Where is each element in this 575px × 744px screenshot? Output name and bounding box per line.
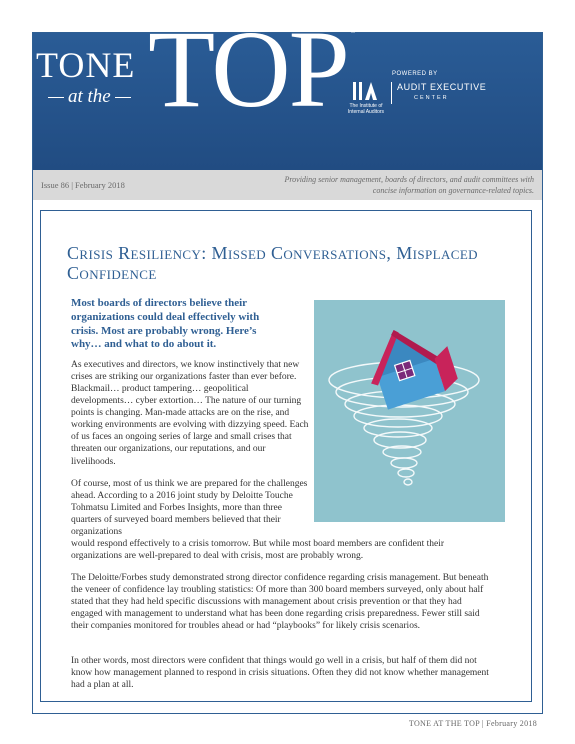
page-footer: TONE AT THE TOP | February 2018: [408, 719, 537, 728]
aec-name-line1: AUDIT EXECUTIVE: [397, 82, 487, 92]
logo-at-the: at the: [44, 86, 135, 108]
logo-tone: TONE: [36, 45, 136, 85]
iia-logo-icon: [350, 80, 380, 102]
paragraph-3: The Deloitte/Forbes study demonstrated strong director confidence regarding crisis management. But beneath the veneer of confidence lay troubling statistics: Of more than 300 board members surveyed, only about half stated that they had held specific discussions with management about crisis prevention or that they had engaged with management to understand what has been done regarding crisis preparedness. Fewer still said their companies monitored for troubles ahead or had “playbooks” for likely crisis scenarios.: [71, 573, 489, 632]
aec-name-line2: CENTER: [414, 95, 449, 101]
paragraph-2-continued: would respond effectively to a crisis tomorrow. But while most board members are confident their organizations are well-prepared to deal with crisis, most are probably wrong.: [71, 539, 445, 562]
tagline: Providing senior management, boards of directors, and audit committees with concise information on governance-related topics.: [284, 175, 534, 195]
paragraph-1: As executives and directors, we know instinctively that new crises are striking our organizations faster than ever before. Blackmail… product tampering… geopolitical developments… cyber extortion… The nature of our turning points is changing. Man-made attacks are on the rise, and working environments are evolving with dizzying speed. Each of us faces an ongoing series of large and small crises that threaten our organizations, our reputations, and our livelihoods.: [71, 360, 309, 467]
logo-top: TOP: [148, 8, 348, 130]
iia-name: The Institute of Internal Auditors: [347, 103, 385, 115]
paragraph-2: Of course, most of us think we are prepared for the challenges ahead. According to a 2016 joint study by Deloitte Touche Tohmatsu Limited and Forbes Insights, more than three quarters of surveyed board members believed that their organizations: [71, 479, 308, 538]
powered-by-label: POWERED BY: [392, 71, 438, 77]
paragraph-4: In other words, most directors were confident that things would go well in a crisis, but half of them did not know how management planned to respond in crisis situations. Often they did not know whether management had a plan at all.: [71, 656, 489, 691]
registered-mark: ®: [350, 26, 357, 35]
article-lead: Most boards of directors believe their organizations could deal effectively with crisis. Most are probably wrong. Here’s why… and what to do about it.: [71, 297, 260, 351]
logo-divider: [391, 82, 392, 104]
issue-number-date: Issue 86 | February 2018: [41, 180, 125, 190]
issue-bar: [33, 170, 542, 200]
house-in-tornado-illustration: [314, 300, 505, 522]
article-title: Crisis Resiliency: Missed Conversations, Misplaced Confidence: [67, 243, 478, 283]
